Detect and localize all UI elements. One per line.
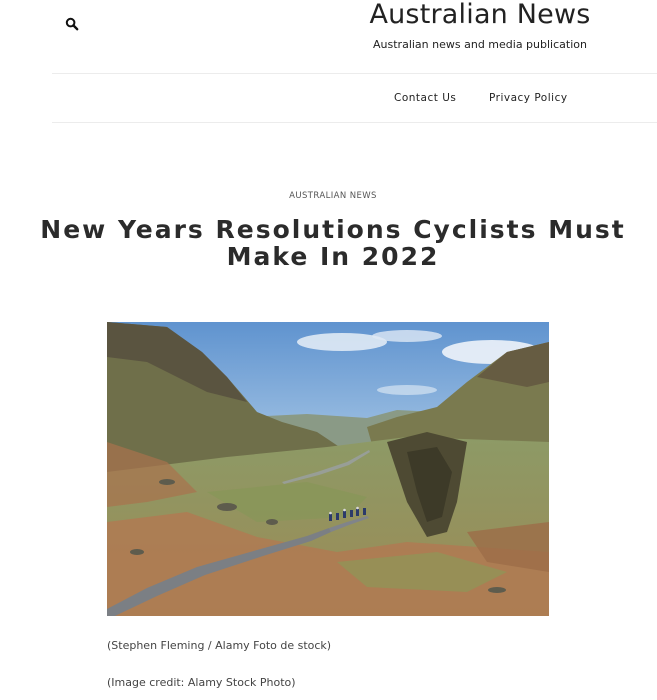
main-navigation bbox=[0, 92, 657, 106]
nav-item-privacy-policy[interactable]: Privacy Policy bbox=[489, 92, 568, 104]
search-icon bbox=[65, 17, 79, 31]
nav-divider bbox=[52, 122, 657, 123]
image-caption-credit: (Image credit: Alamy Stock Photo) bbox=[107, 676, 296, 689]
article-title-line-1: New Years Resolutions Cyclists Must bbox=[40, 215, 626, 244]
nav-item-contact-us[interactable]: Contact Us bbox=[394, 92, 457, 104]
header-divider bbox=[52, 73, 657, 74]
article-title-line-2: Make In 2022 bbox=[226, 242, 440, 271]
site-title[interactable]: Australian News bbox=[369, 0, 591, 30]
article-hero-image bbox=[107, 322, 549, 616]
image-caption-photographer: (Stephen Fleming / Alamy Foto de stock) bbox=[107, 639, 332, 652]
article-title bbox=[0, 216, 657, 270]
site-tagline: Australian news and media publication bbox=[373, 38, 587, 51]
search-button[interactable] bbox=[65, 16, 79, 30]
article-category-link[interactable]: AUSTRALIAN NEWS bbox=[289, 191, 377, 201]
